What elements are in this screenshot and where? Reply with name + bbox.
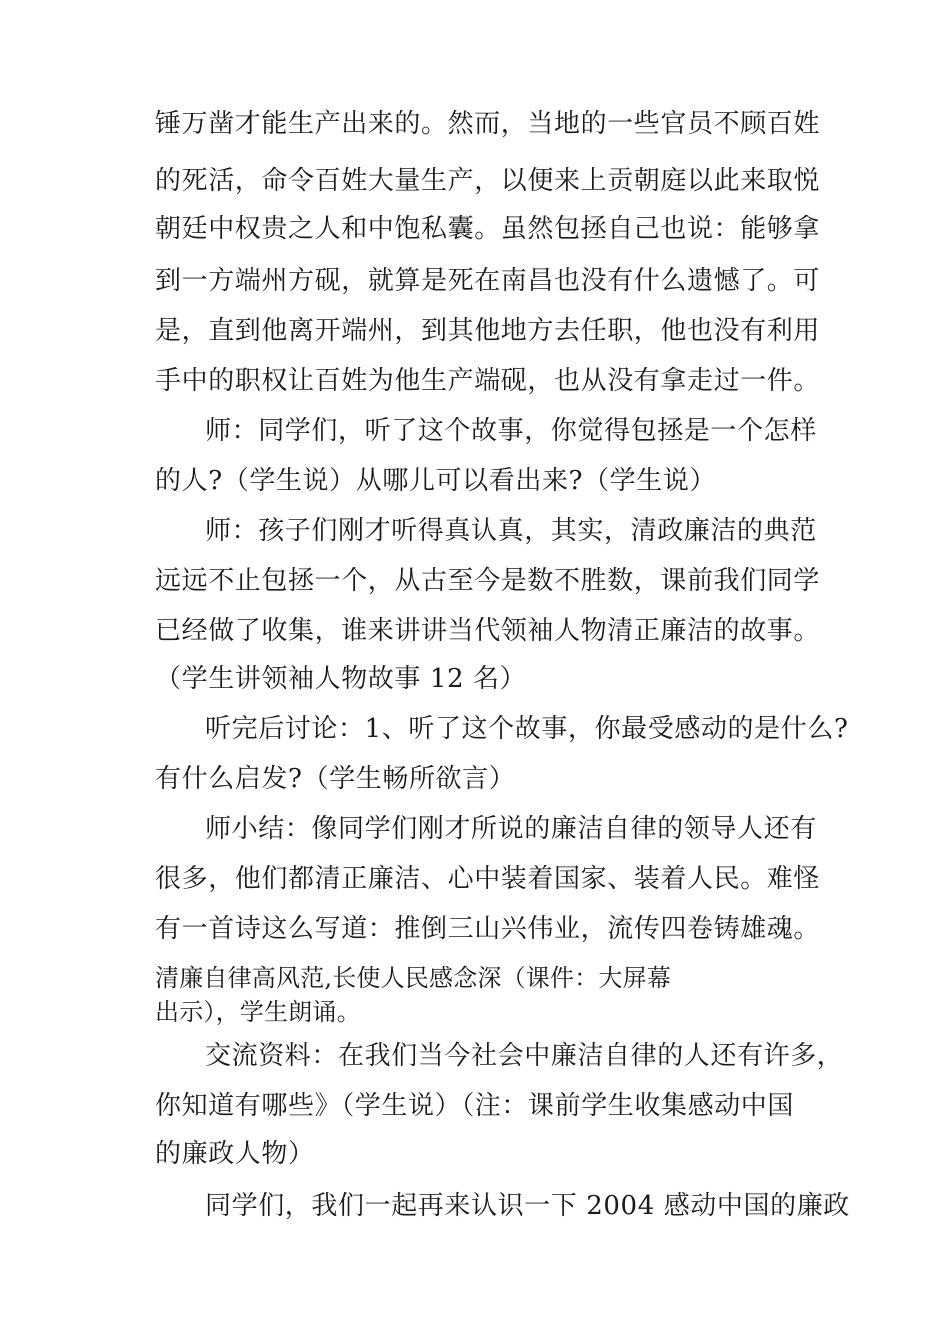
text-line: 的人?（学生说）从哪儿可以看出来?（学生说） xyxy=(155,466,717,496)
text-line: 手中的职权让百姓为他生产端砚，也从没有拿走过一件。 xyxy=(155,366,821,396)
text-line: 已经做了收集，谁来讲讲当代领袖人物清正廉洁的故事。 xyxy=(155,616,821,646)
text-line: 到一方端州方砚，就算是死在南昌也没有什么遗憾了。可 xyxy=(155,266,821,296)
paragraph-first-line: 师小结：像同学们刚才所说的廉洁自律的领导人还有 xyxy=(205,814,817,844)
paragraph-first-line: 听完后讨论：1、听了这个故事，你最受感动的是什么? xyxy=(205,714,849,744)
paragraph-first-line: 师：孩子们刚才听得真认真，其实，清政廉洁的典范 xyxy=(205,516,817,546)
text-line: 清廉自律高风范,长使人民感念深（课件：大屏幕 xyxy=(155,964,672,992)
text-line: 出示），学生朗诵。 xyxy=(155,998,361,1026)
text-line: 远远不止包拯一个，从古至今是数不胜数，课前我们同学 xyxy=(155,566,821,596)
text-line: （学生讲领袖人物故事 12 名） xyxy=(155,664,527,694)
text-line: 朝廷中权贵之人和中饱私囊。虽然包拯自己也说：能够拿 xyxy=(155,214,821,244)
paragraph-first-line: 师：同学们，听了这个故事，你觉得包拯是一个怎样 xyxy=(205,416,817,446)
text-line: 的死活，命令百姓大量生产，以便来上贡朝庭以此来取悦 xyxy=(155,166,821,196)
paragraph-first-line: 交流资料：在我们当今社会中廉洁自律的人还有许多， xyxy=(205,1041,844,1071)
text-line: 锤万凿才能生产出来的。然而，当地的一些官员不顾百姓 xyxy=(155,109,821,139)
text-line: 是，直到他离开端州，到其他地方去任职，他也没有利用 xyxy=(155,316,821,346)
text-line: 很多，他们都清正廉洁、心中装着国家、装着人民。难怪 xyxy=(155,864,821,894)
text-line: 的廉政人物） xyxy=(155,1139,315,1169)
text-line: 你知道有哪些》（学生说）（注：课前学生收集感动中国 xyxy=(155,1091,795,1121)
text-line: 有一首诗这么写道：推倒三山兴伟业，流传四卷铸雄魂。 xyxy=(155,914,821,944)
text-line: 有什么启发?（学生畅所欲言） xyxy=(155,764,516,794)
paragraph-first-line: 同学们，我们一起再来认识一下 2004 感动中国的廉政 xyxy=(205,1191,850,1221)
